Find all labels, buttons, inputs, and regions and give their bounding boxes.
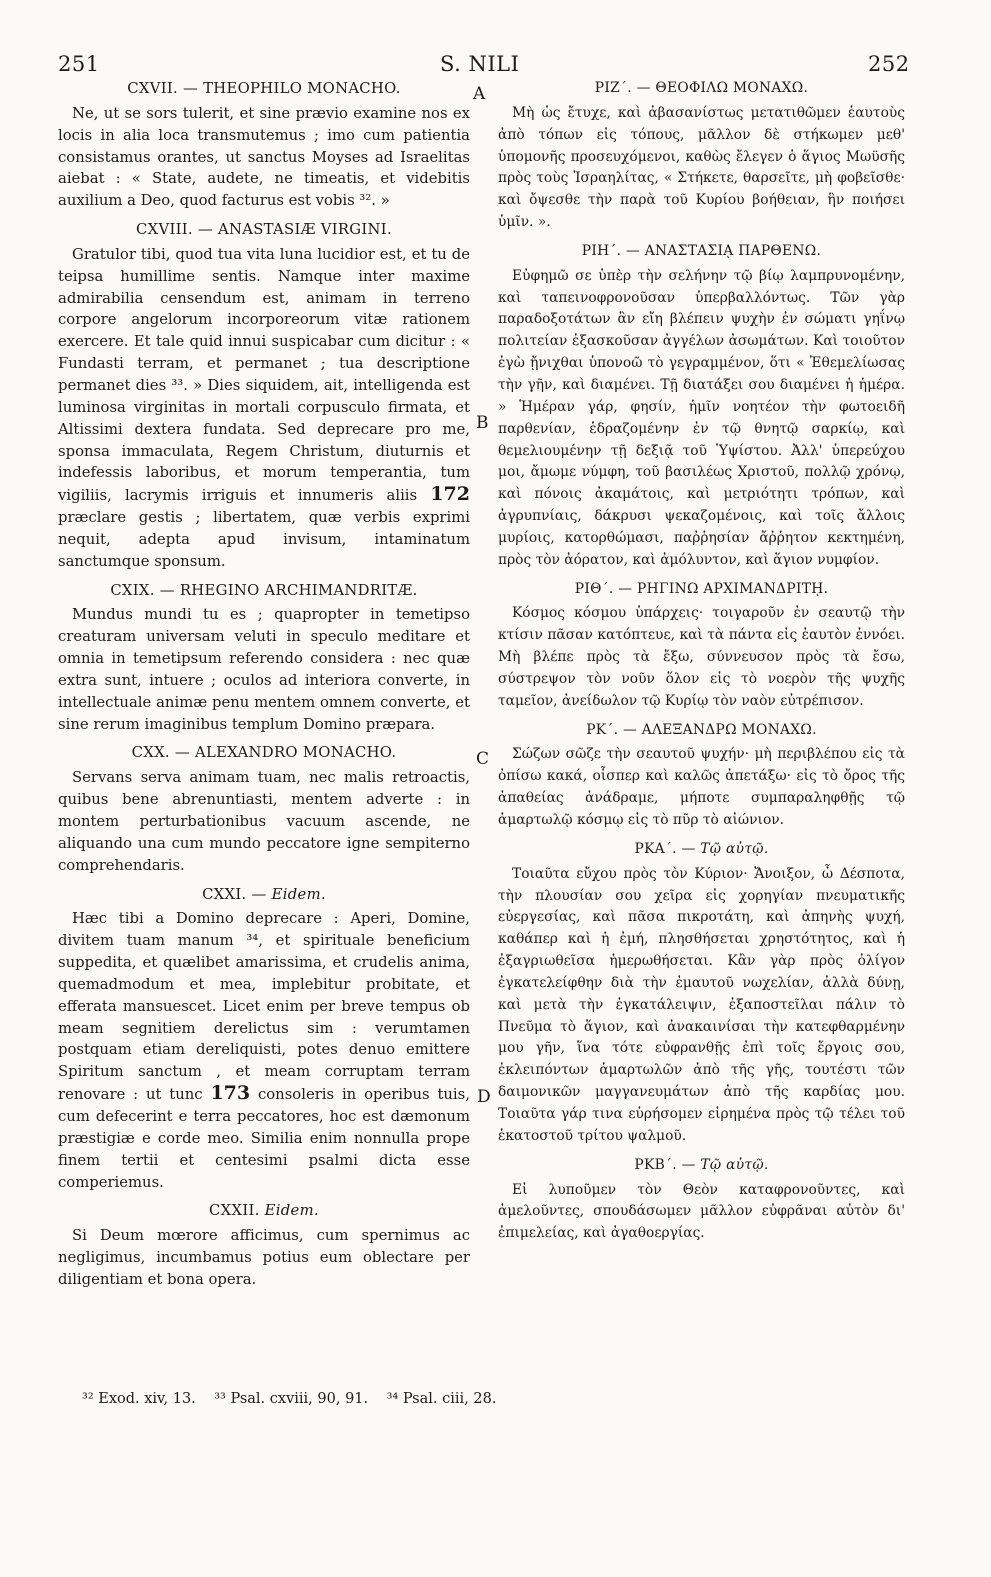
- greek-column: [498, 78, 905, 1245]
- section-text: Ne, ut se sors tulerit, et sine prævio examine nos ex locis in alia loca transmutemus ; imo cum patientia consistamus orantes, ut sanctus Moyses ad Israelitas aiebat : « State, audete, ne timeatis, et videbitis auxilium a Deo, quod facturus est vobis ³². »: [58, 104, 470, 210]
- margin-letter-c: C: [476, 749, 490, 769]
- section-title: CXX. — ALEXANDRO MONACHO.: [131, 744, 397, 762]
- section-text: Κόσμος κόσμου ὑπάρχεις· τοιγαροῦν ἐν σεαυτῷ τὴν κτίσιν πᾶσαν κατόπτευε, καὶ τὰ πάντα εἰς ἑαυτὸν ἐννόει. Μὴ βλέπε πρὸς τὰ ἔξω, σύννευσον πρὸς τὰ ἔσω, σύστρεψον τὸν νοῦν ὅλον εἰς τὸ νοερὸν τῆς ψυχῆς ταμεῖον, ἀνείδωλον τῷ Κυρίῳ τὸν ναὸν εὐτρέπισον.: [498, 605, 905, 709]
- section-title-number: CXXII.: [209, 1202, 265, 1220]
- section-text-part: Hæc tibi a Domino deprecare : Aperi, Domine, divitem tuam manum ³⁴, et spirituale beneficium suppedita, et quælibet amarissima, et crudelis anima, quemadmodum et mea, implebitur probitate, et efferata mansuescet. Licet enim per breve tempus ob meam segnitiem derelictus sim : verumtamen postquam etiam dereliquisti, potes denuo emittere Spiritum sanctum , et meam corruptam terram renovare : ut tunc: [58, 910, 470, 1104]
- section-title: [498, 1155, 905, 1177]
- section-text: [58, 244, 470, 573]
- section-title-number: ΡΚΒ΄. —: [634, 1156, 701, 1173]
- page-number-left: 251: [58, 52, 100, 76]
- page-number-right: 252: [868, 52, 910, 76]
- section-text: Τοιαῦτα εὔχου πρὸς τὸν Κύριον· Ἄνοιξον, ὦ Δέσποτα, τὴν πλουσίαν σου χεῖρα εἰς χορηγίαν πνευματικῆς εὐεργεσίας, καὶ πᾶσα πικροτάτη, καὶ ἀπηνὴς ψυχή, καθάπερ καὶ ἡ ἐμή, πλησθήσεται χρηστότητος, καὶ ἡ ἐξαγριωθεῖσα ἡμερωθήσεται. Κἂν γὰρ πρὸς ὀλίγον ἐγκατελείφθην διὰ τὴν ἐμαυτοῦ νωχελίαν, ἀλλὰ δύνῃ, καὶ μετὰ τὴν ἐγκατάλειψιν, ἐξαποστεῖλαι πάλιν τὸ Πνεῦμα τὸ ἅγιον, καὶ ἀνακαινίσαι τὴν κατεφθαρμένην μου γῆν, ἵνα τότε εὐφρανθῇς ἐπὶ τοῖς ἔργοις σου, ἐκλειπόντων ἁμαρτωλῶν ἀπὸ τῆς γῆς, τουτέστι τῶν δαιμονικῶν μαγγανευμάτων ἀπὸ τῆς καρδίας μου. Τοιαῦτα γάρ τινα εὑρήσομεν εἰρημένα πρὸς τῷ τέλει τοῦ ἑκατοστοῦ τρίτου ψαλμοῦ.: [498, 865, 905, 1144]
- section-text: Εἰ λυποῦμεν τὸν Θεὸν καταφρονοῦντες, καὶ ἀμελοῦντες, σπουδάσωμεν μᾶλλον εὐφρᾶναι αὐτὸν δι' ἐπιμελείας, καὶ ἀγαθοεργίας.: [498, 1181, 905, 1242]
- section-title-number: ΡΚΑ΄. —: [634, 840, 701, 857]
- section-title: [58, 884, 470, 906]
- section-text-part: præclare gestis ; libertatem, quæ verbis exprimi nequit, adepta apud invisum, intaminatum sanctumque sponsum.: [58, 509, 470, 570]
- section-text: Μὴ ὡς ἔτυχε, καὶ ἀβασανίστως μετατιθῶμεν ἑαυτοὺς ἀπὸ τόπων εἰς τόπους, μᾶλλον δὲ στήκωμεν μεθ' ὑπομονῆς προσευχόμενοι, καθὼς ἔλεγεν ὁ ἅγιος Μωϋσῆς πρὸς τοὺς Ἰσραηλίτας, « Στήκετε, θαρσεῖτε, μὴ φοβεῖσθε· καὶ ὄψεσθε τὴν παρὰ τοῦ Κυρίου βοήθειαν, ἣν ποιήσει ὑμῖν. ».: [498, 104, 905, 231]
- footnote: ³³ Psal. cxviii, 90, 91.: [214, 1391, 369, 1407]
- section-title: ΡΙΖ΄. — ΘΕΟΦΙΛΩ ΜΟΝΑΧΩ.: [594, 80, 809, 96]
- section-text: Εὐφημῶ σε ὑπὲρ τὴν σελήνην τῷ βίῳ λαμπρυνομένην, καὶ ταπεινοφρονοῦσαν ὑπερβαλλόντως. Τῶν γὰρ παραδοξοτάτων ἂν εἴη βλέπειν ψυχὴν ἐν σώματι γηΐνῳ πολιτείαν ἐξασκοῦσαν ἀγγέλων ἀσωμάτων. Καὶ τοιοῦτον ἐγὼ ᾔνιχθαι ὑπονοῶ τὸ γεγραμμένον, ὅτι « Ἐθεμελίωσας τὴν γῆν, καὶ διαμένει. Τῇ διατάξει σου διαμένει ἡ ἡμέρα. » Ἡμέραν γάρ, φησίν, ἡμῖν νοητέον τὴν φωτοειδῆ παρθενίαν, ἑδραζομένην ἐν τῷ θνητῷ σαρκίῳ, καὶ θεμελιουμένην τῇ δεξιᾷ τοῦ Ὑψίστου. Ἀλλ' ὑπερεύχου μοι, ἄμωμε νύμφη, τοῦ βασιλέως Χριστοῦ, πολλῷ χρόνῳ, καὶ πόνοις ἀκαμάτοις, καὶ μετριότητι τρόπων, καὶ ἀγρυπνίαις, δάκρυσι ψεκαζομένοις, καὶ τοῖς ἄλλοις μυρίοις, κατορθώμασι, παῤῥησίαν ἄῤῥητον κεκτημένη, πρὸς τὸν ἀόρατον, καὶ ἀμόλυντον, καὶ ἅγιον νυμφίον.: [498, 267, 905, 568]
- margin-letter-a: A: [473, 84, 486, 104]
- section-title-recipient: Τῷ αὐτῷ.: [700, 840, 769, 857]
- section-title: CXVII. — THEOPHILO MONACHO.: [127, 80, 401, 97]
- section-text-part: consoleris in operibus tuis, cum defecerint e terra peccatores, hoc est dæmonum præstigiæ e corde meo. Similia enim nonnulla prope finem tertii et centesimi psalmi dicta esse comperiemus.: [58, 1086, 470, 1191]
- section-title: [498, 839, 905, 861]
- footnote: ³² Exod. xiv, 13.: [82, 1391, 196, 1407]
- footnote: ³⁴ Psal. ciii, 28.: [386, 1391, 497, 1407]
- original-page-number: 173: [210, 1082, 251, 1105]
- latin-column: [58, 78, 470, 1291]
- margin-letter-b: B: [476, 413, 489, 433]
- section-title: ΡΙΗ΄. — ΑΝΑΣΤΑΣΙᾼ ΠΑΡΘΕΝΩ.: [581, 242, 822, 259]
- section-title-recipient: Eidem.: [264, 1202, 319, 1220]
- section-title-recipient: Eidem.: [271, 885, 326, 903]
- footnotes: [82, 1391, 912, 1407]
- section-text: [58, 908, 470, 1193]
- section-text: Si Deum mœrore afficimus, cum spernimus ac negligimus, incumbamus potius eum oblectare per diligentiam et bona opera.: [58, 1227, 470, 1288]
- section-text-part: Gratulor tibi, quod tua vita luna lucidior est, et tu de teipsa humillime sentis. Namque inter maxime admirabilia censendum est, animam in terreno corpore angelorum incorporeorum vitæ rationem exercere. Et tale quid innui suspicabar cum dicitur : « Fundasti terram, et permanet ; tua descriptione permanet dies ³³. » Dies siquidem, ait, intelligenda est luminosa virginitas in mortali corpusculo firmata, et Altissimi dextera fundata. Sed deprecare pro me, sponsa immaculata, Regem Christum, diuturnis et indefessis laboribus, et morum temperantia, tum vigiliis, lacrymis irriguis et innumeris aliis: [58, 245, 470, 505]
- running-title: S. NILI: [440, 52, 520, 76]
- section-title: CXVIII. — ANASTASIÆ VIRGINI.: [136, 221, 392, 239]
- section-title: ΡΙΘ΄. — ΡΗΓΙΝΩ ΑΡΧΙΜΑΝΔΡΙΤῌ.: [574, 580, 829, 597]
- section-title-recipient: Τῷ αὐτῷ.: [700, 1156, 769, 1173]
- section-text: Σώζων σῶζε τὴν σεαυτοῦ ψυχήν· μὴ περιβλέπου εἰς τὰ ὀπίσω κακά, οἷσπερ καὶ καλῶς ἀπετάξω· εἰς τὸ ὄρος τῆς ἀπαθείας ἀνάδραμε, μήποτε συμπαραληφθῇς τῷ ἁμαρτωλῷ κόσμῳ εἰς τὸ πῦρ τὸ αἰώνιον.: [498, 746, 905, 828]
- margin-letter-d: D: [477, 1087, 491, 1107]
- section-title: ΡΚ΄. — ΑΛΕΞΑΝΔΡΩ ΜΟΝΑΧΩ.: [586, 721, 817, 738]
- section-title: [58, 1200, 470, 1222]
- section-text: Servans serva animam tuam, nec malis retroactis, quibus bene abrenuntiasti, mentem adverte : in montem perturbationibus vacuum ascende, ne aliquando una cum mundo peccatore igne sempiterno comprehendaris.: [58, 769, 470, 874]
- original-page-number: 172: [430, 483, 470, 506]
- section-title: CXIX. — RHEGINO ARCHIMANDRITÆ.: [110, 581, 418, 599]
- section-text: Mundus mundi tu es ; quapropter in temetipso creaturam universam veluti in speculo meditare et omnia in temetipsum referendo considera : nec quæ extra sunt, intuere ; oculos ad interiora converte, in intellectuale animæ penu mentem omnem converte, et sine rerum imaginibus templum Domino præpara.: [58, 606, 470, 733]
- section-title-number: CXXI. —: [202, 885, 272, 903]
